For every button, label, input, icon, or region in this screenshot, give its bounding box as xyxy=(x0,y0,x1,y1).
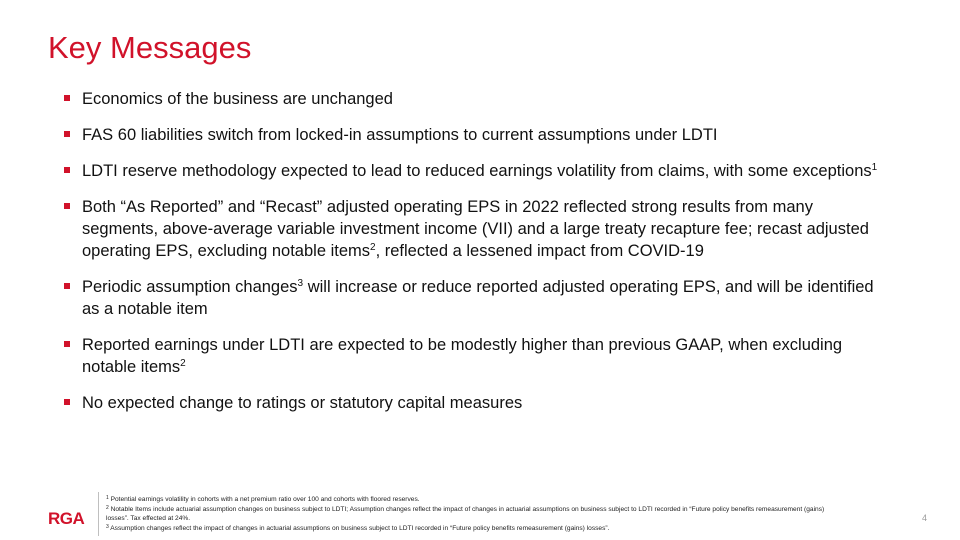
bullet-item xyxy=(64,88,884,110)
footnote-number: 1 xyxy=(106,495,109,501)
footnotes xyxy=(106,495,826,533)
bullet-text: Both “As Reported” and “Recast” adjusted operating EPS in 2022 reflected strong results from many segments, above-average variable investment income (VII) and a large treaty recapture fee; recast adjusted operating EPS, excluding notable items xyxy=(82,198,869,260)
footnote xyxy=(106,495,826,505)
key-messages-list xyxy=(64,88,884,428)
bullet-text: Reported earnings under LDTI are expected to be modestly higher than previous GAAP, when excluding notable items xyxy=(82,336,843,376)
bullet-item xyxy=(64,392,884,414)
page-number: 4 xyxy=(922,513,928,523)
footnote-ref: 3 xyxy=(297,278,304,289)
square-bullet-icon xyxy=(64,131,70,137)
page-title: Key Messages xyxy=(48,30,252,65)
footnote-text: Notable Items include actuarial assumption changes on business subject to LDTI; Assumption changes reflect the impact of changes in actuarial assumptions on business subject to LDTI recorded in “Future policy benefits remeasurement (gains) losses”. Tax effected at 24%. xyxy=(106,505,825,523)
square-bullet-icon xyxy=(64,167,70,173)
square-bullet-icon xyxy=(64,283,70,289)
bullet-item xyxy=(64,124,884,146)
square-bullet-icon xyxy=(64,95,70,101)
bullet-text: Economics of the business are unchanged xyxy=(82,90,393,108)
footnote-number: 2 xyxy=(106,504,109,511)
rga-logo: RGA xyxy=(48,509,85,528)
footer-divider xyxy=(98,492,99,536)
footnote-ref: 2 xyxy=(180,358,186,369)
footnote-text: Assumption changes reflect the impact of changes in actuarial assumptions on business subject to LDTI recorded in “Future policy benefits remeasurement (gains) losses”. xyxy=(108,524,610,532)
footnote-text: Potential earnings volatility in cohorts with a net premium ratio over 100 and cohorts with floored reserves. xyxy=(108,496,420,503)
bullet-text-continued: , reflected a lessened impact from COVID-19 xyxy=(375,242,704,260)
bullet-item xyxy=(64,334,884,378)
bullet-item xyxy=(64,196,884,262)
square-bullet-icon xyxy=(64,203,70,209)
square-bullet-icon xyxy=(64,341,70,347)
bullet-text: LDTI reserve methodology expected to lead to reduced earnings volatility from claims, with some exceptions xyxy=(82,162,872,180)
bullet-text: No expected change to ratings or statutory capital measures xyxy=(82,394,523,412)
bullet-item xyxy=(64,160,884,182)
bullet-text-continued: will increase or reduce reported adjusted operating EPS, and will be identified as a notable item xyxy=(82,278,874,318)
footnote-ref: 1 xyxy=(871,162,878,173)
bullet-text: FAS 60 liabilities switch from locked-in assumptions to current assumptions under LDTI xyxy=(82,126,718,144)
square-bullet-icon xyxy=(64,399,70,405)
bullet-item xyxy=(64,276,884,320)
footnote xyxy=(106,505,826,524)
footnote-number: 3 xyxy=(106,523,109,530)
footnote-ref: 2 xyxy=(370,242,376,253)
footnote xyxy=(106,524,826,534)
bullet-text: Periodic assumption changes xyxy=(82,278,298,296)
